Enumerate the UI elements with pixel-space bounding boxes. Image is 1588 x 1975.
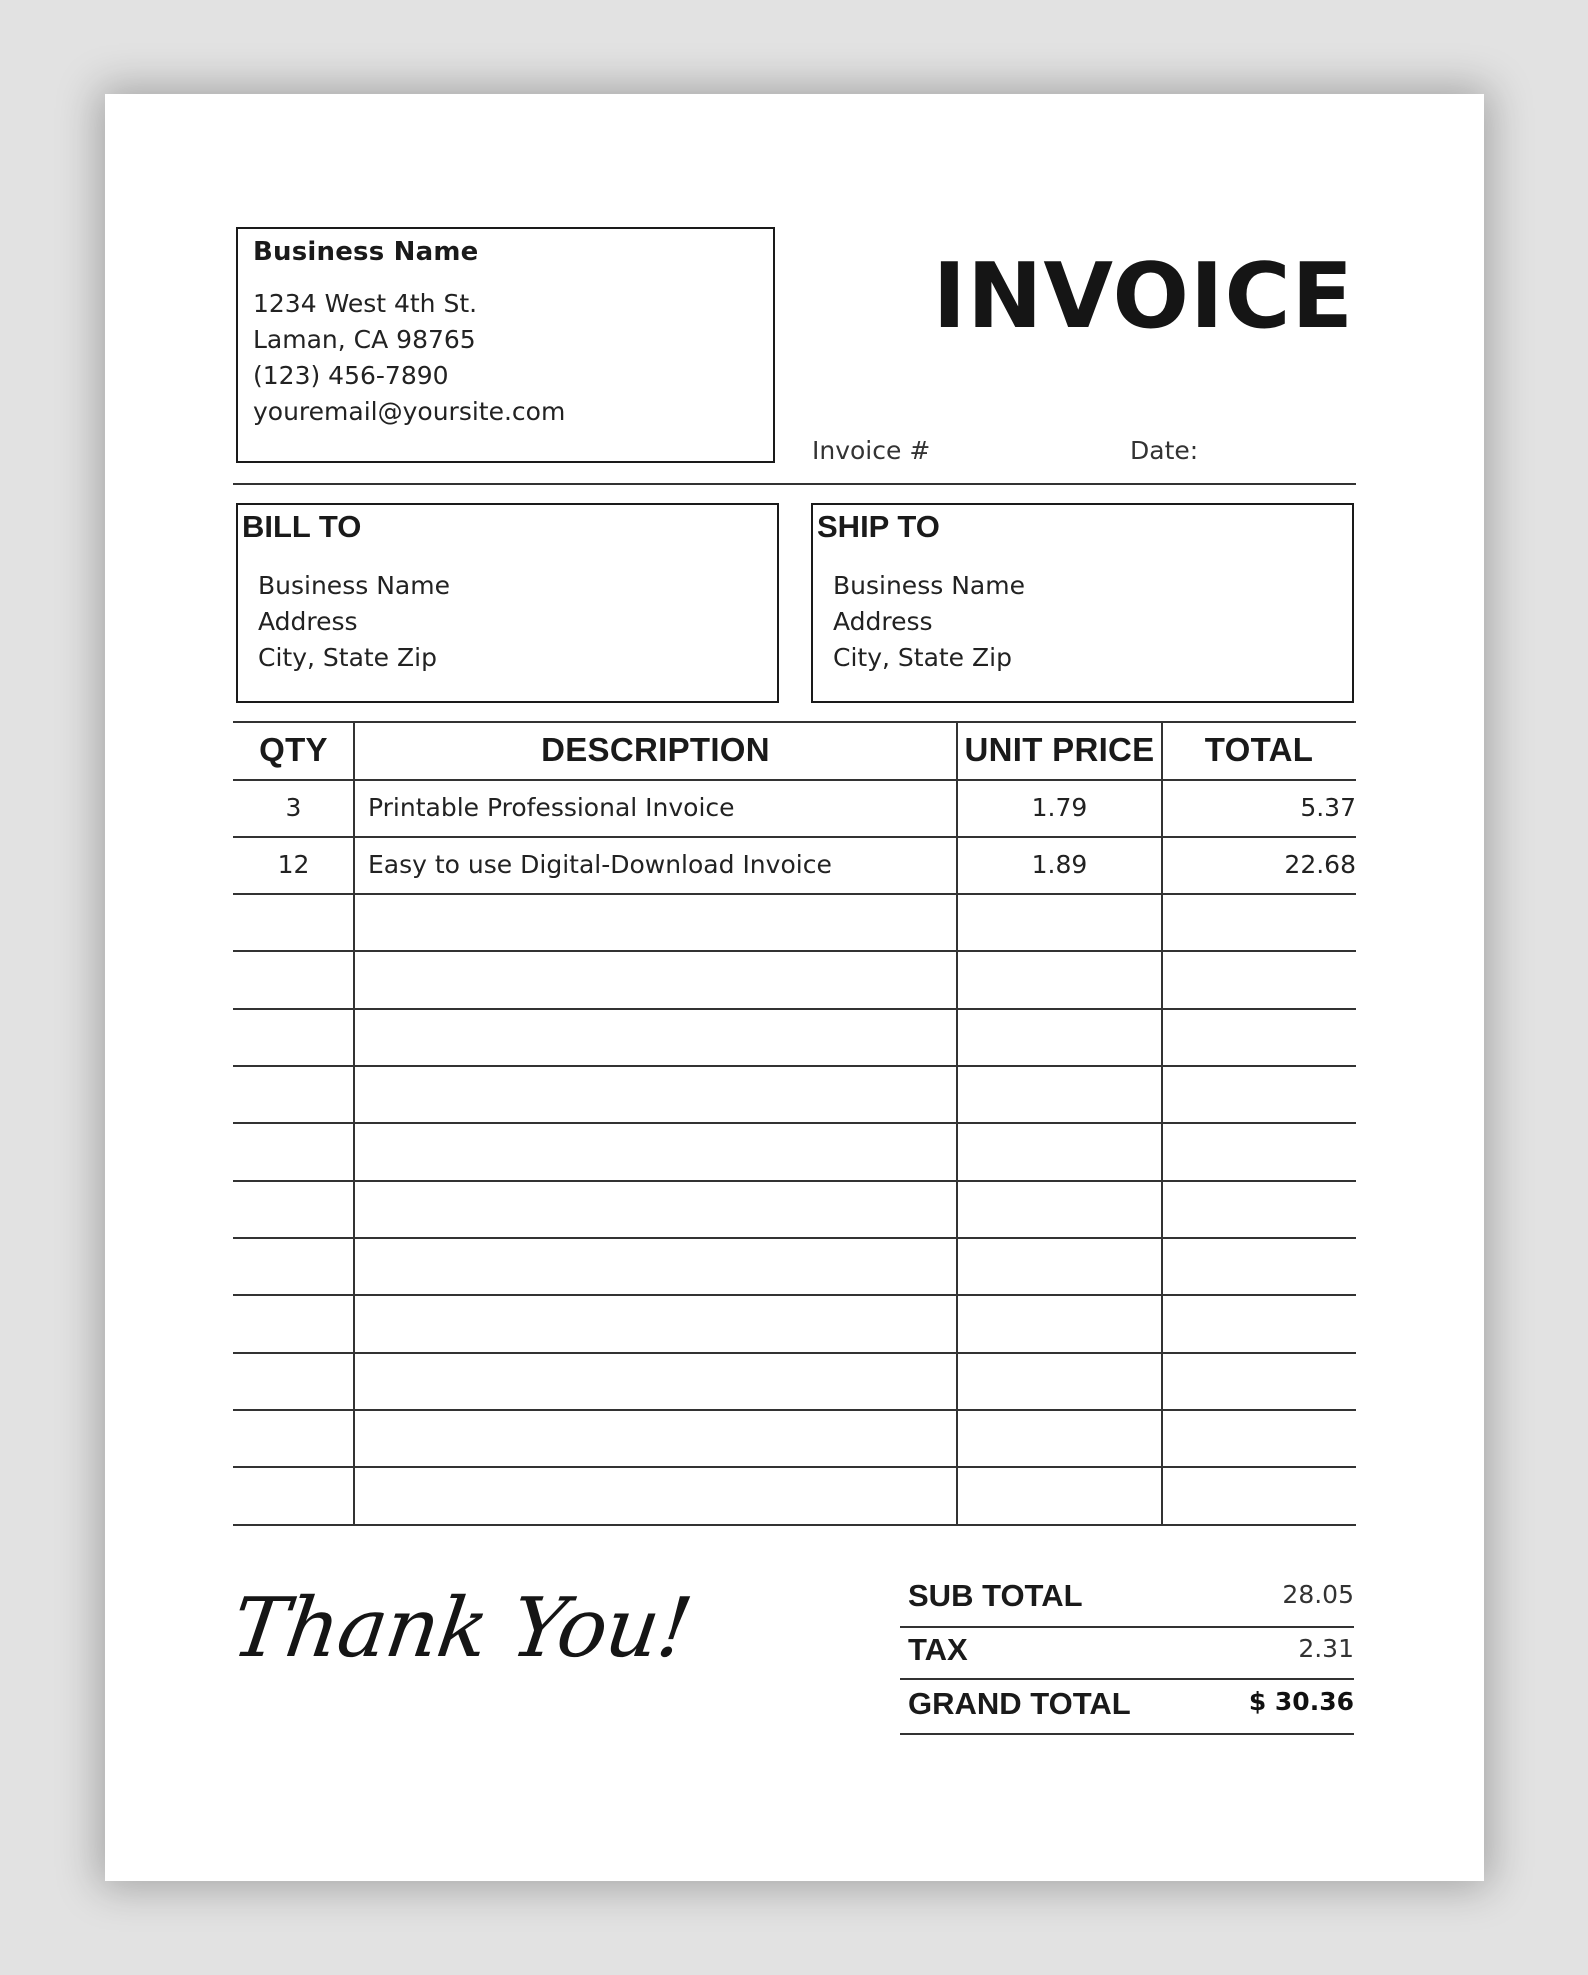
line-items-table <box>233 721 1356 1526</box>
business-email: youremail@yoursite.com <box>253 397 566 426</box>
bill-to-address: Address <box>258 607 358 636</box>
table-rule <box>233 1466 1356 1468</box>
business-phone: (123) 456-7890 <box>253 361 449 390</box>
table-rule <box>233 1065 1356 1067</box>
column-header-unit-price: UNIT PRICE <box>964 731 1155 768</box>
column-header-qty: QTY <box>259 731 328 768</box>
business-name: Business Name <box>253 237 479 267</box>
row-1-unit-price: 1.79 <box>1031 793 1088 822</box>
row-2-qty: 12 <box>277 850 310 879</box>
tax-value: 2.31 <box>1298 1634 1354 1663</box>
table-rule <box>233 1524 1356 1526</box>
date-label: Date: <box>1130 436 1199 465</box>
tax-label: TAX <box>908 1632 968 1667</box>
subtotal-label: SUB TOTAL <box>908 1578 1083 1613</box>
row-2-unit-price: 1.89 <box>1031 850 1088 879</box>
ship-to-business-name: Business Name <box>833 571 1025 600</box>
invoice-number-label: Invoice # <box>812 436 931 465</box>
business-address-line2: Laman, CA 98765 <box>253 325 476 354</box>
totals-rule <box>900 1626 1354 1628</box>
totals-rule <box>900 1678 1354 1680</box>
ship-to-address: Address <box>833 607 933 636</box>
table-rule <box>233 1409 1356 1411</box>
bill-to-box <box>236 503 779 703</box>
column-header-total: TOTAL <box>1204 731 1314 768</box>
subtotal-value: 28.05 <box>1282 1580 1354 1609</box>
business-address-line1: 1234 West 4th St. <box>253 289 478 318</box>
table-rule <box>233 893 1356 895</box>
ship-to-title: SHIP TO <box>817 509 940 544</box>
table-rule <box>233 1008 1356 1010</box>
bill-to-city-state-zip: City, State Zip <box>258 643 437 672</box>
row-2-total: 22.68 <box>1284 850 1356 879</box>
row-1-qty: 3 <box>285 793 302 822</box>
row-1-total: 5.37 <box>1300 793 1356 822</box>
row-2-description: Easy to use Digital-Download Invoice <box>368 850 832 879</box>
table-rule <box>233 1294 1356 1296</box>
thank-you-message: Thank You! <box>226 1581 697 1676</box>
table-rule <box>233 1180 1356 1182</box>
invoice-title: INVOICE <box>932 244 1354 349</box>
table-rule <box>233 1237 1356 1239</box>
ship-to-city-state-zip: City, State Zip <box>833 643 1012 672</box>
invoice-page <box>105 94 1484 1881</box>
business-info-box <box>236 227 775 463</box>
bill-to-title: BILL TO <box>242 509 362 544</box>
ship-to-box <box>811 503 1354 703</box>
totals-rule <box>900 1733 1354 1735</box>
table-rule <box>233 721 1356 723</box>
row-1-description: Printable Professional Invoice <box>368 793 735 822</box>
grand-total-label: GRAND TOTAL <box>908 1686 1131 1721</box>
table-rule <box>233 950 1356 952</box>
header-divider <box>233 483 1356 485</box>
table-rule <box>233 1352 1356 1354</box>
grand-total-value: $ 30.36 <box>1248 1687 1354 1716</box>
column-header-description: DESCRIPTION <box>541 731 770 768</box>
table-rule <box>233 1122 1356 1124</box>
bill-to-business-name: Business Name <box>258 571 450 600</box>
